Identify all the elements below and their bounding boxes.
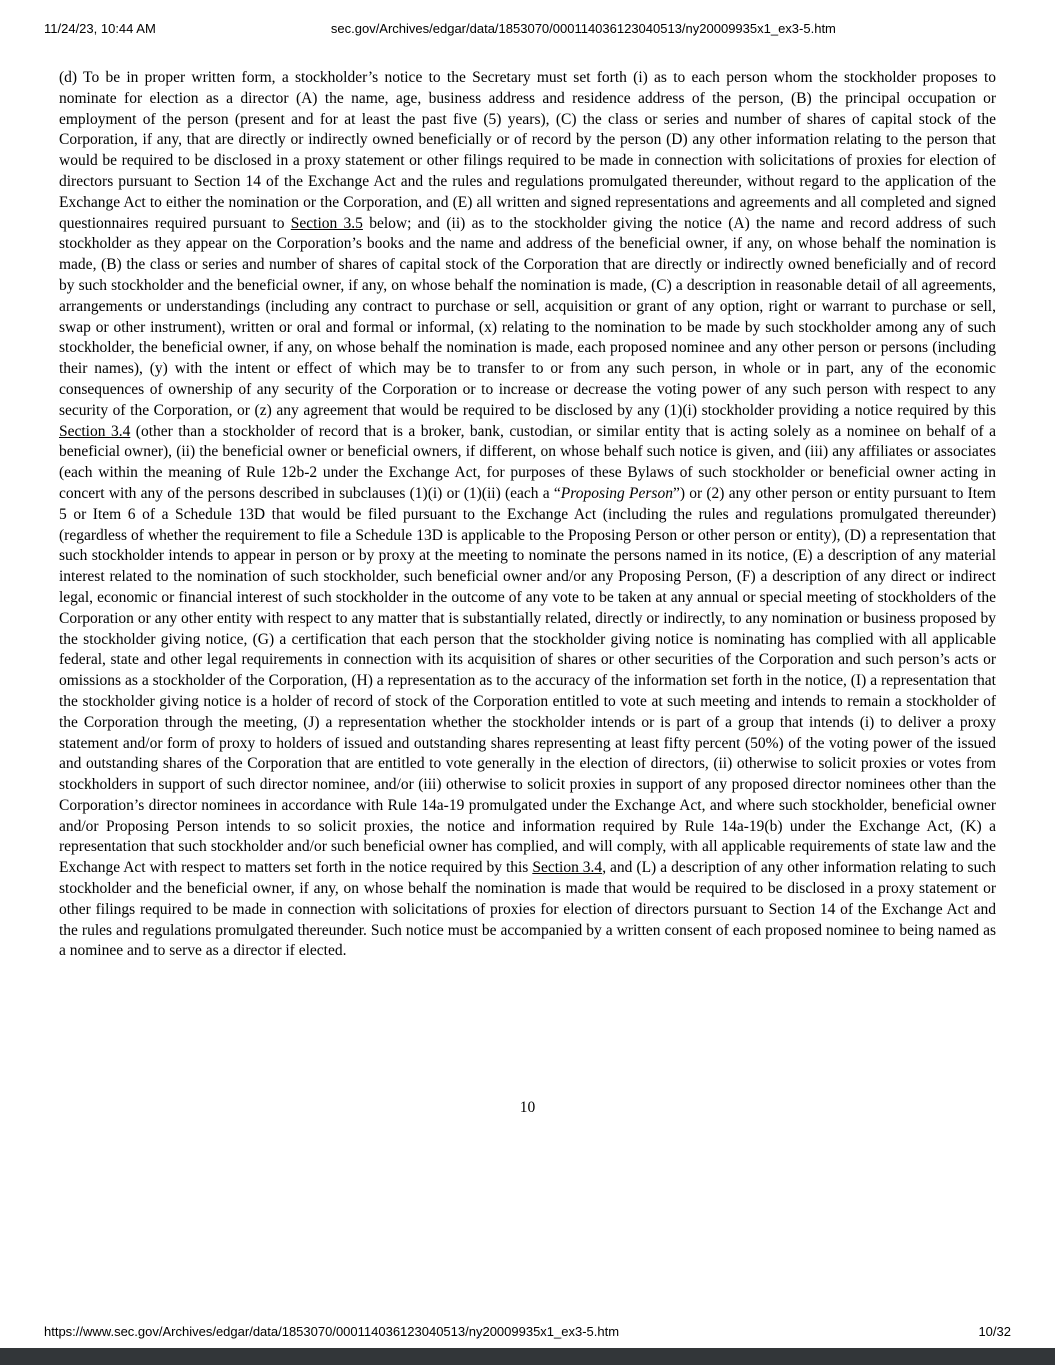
text-segment-normal: , and (L) a description of any other information relating to such stockholder and the beneficial owner, if any, on whose behalf the nomination is made that would be required to be disclosed in a proxy statement or other filings required to be made in connection with solicitations of proxies for election of directors pursuant to Section 14 of the Exchange Act and the rules and regulations promulgated thereunder. Such notice must be accompanied by a written consent of each proposed nominee to being named as a nominee and to serve as a director if elected. [59, 859, 996, 960]
text-segment-normal: (d) To be in proper written form, a stockholder’s notice to the Secretary must set forth (i) as to each person whom the stockholder proposes to nominate for election as a director (A) the name, age, business address and residence address of the person, (B) the principal occupation or employment of the person (present and for at least the past five (5) years), (C) the class or series and number of shares of capital stock of the Corporation, if any, that are directly or indirectly owned beneficially or of record by the person (D) any other information relating to the person that would be required to be disclosed in a proxy statement or other filings required to be made in connection with solicitations of proxies for election of directors pursuant to Section 14 of the Exchange Act and the rules and regulations promulgated thereunder, without regard to the application of the Exchange Act to either the nomination or the Corporation, and (E) all written and signed representations and agreements and all completed and signed questionnaires required pursuant to [59, 69, 996, 232]
print-footer [44, 1324, 1011, 1339]
print-datetime: 11/24/23, 10:44 AM [44, 21, 156, 36]
print-header [44, 21, 1011, 36]
text-segment-normal: below; and (ii) as to the stockholder giving the notice (A) the name and record address of such stockholder as they appear on the Corporation’s books and the name and address of the beneficial owner, if any, on whose behalf the nomination is made, (B) the class or series and number of shares of capital stock of the Corporation that are directly or indirectly owned beneficially and of record by such stockholder and the beneficial owner, if any, on whose behalf the nomination is made, (C) a description in reasonable detail of all agreements, arrangements or understandings (including any contract to purchase or sell, acquisition or grant of any option, right or warrant to purchase or sell, swap or other instrument), written or oral and formal or informal, (x) relating to the nomination to be made by such stockholder among any of such stockholder, the beneficial owner, if any, on whose behalf the nomination is made, each proposed nominee and any other person or persons (including their names), (y) with the intent or effect of which may be to transfer to or from any such person, in whole or in part, any of the economic consequences of ownership of any security of the Corporation or to increase or decrease the voting power of any such person with respect to any security of the Corporation, or (z) any agreement that would be required to be disclosed by any (1)(i) stockholder providing a notice required by this [59, 214, 997, 419]
page-number: 10 [519, 1099, 536, 1116]
viewer-bottom-bar [0, 1348, 1055, 1365]
text-segment-underline: Section 3.5 [290, 214, 363, 232]
document-paragraph [59, 68, 996, 962]
text-segment-underline: Section 3.4 [59, 422, 131, 440]
print-footer-url: https://www.sec.gov/Archives/edgar/data/1853070/000114036123040513/ny20009935x1_ex3-5.htm [44, 1324, 620, 1339]
print-page-indicator: 10/32 [978, 1324, 1011, 1339]
text-segment-normal: (other than a stockholder of record that is a broker, bank, custodian, or similar entity that is acting solely as a nominee on behalf of a beneficial owner), (ii) the beneficial owner or beneficial owners, if different, on whose behalf such notice is given, and (iii) any affiliates or associates (each within the meaning of Rule 12b-2 under the Exchange Act, for purposes of these Bylaws of such stockholder or beneficial owner acting in concert with any of the persons described in subclauses (1)(i) or (1)(ii) (each a “ [59, 422, 996, 502]
print-header-url: sec.gov/Archives/edgar/data/1853070/000114036123040513/ny20009935x1_ex3-5.htm [330, 21, 836, 36]
text-segment-italic: Proposing Person [560, 484, 673, 502]
text-segment-normal: ”) or (2) any other person or entity pursuant to Item 5 or Item 6 of a Schedule 13D that would be filed pursuant to the Exchange Act (including the rules and regulations promulgated thereunder) (regardless of whether the requirement to file a Schedule 13D is applicable to the Proposing Person or other person or entity), (D) a representation that such stockholder intends to appear in person or by proxy at the meeting to nominate the persons named in its notice, (E) a description of any material interest related to the nomination of such stockholder, such beneficial owner and/or any Proposing Person, (F) a description of any direct or indirect legal, economic or financial interest of such stockholder in the outcome of any vote to be taken at any annual or special meeting of stockholders of the Corporation or any other entity with respect to any matter that is substantially related, directly or indirectly, to any nomination or business proposed by the stockholder giving notice, (G) a certification that each person that the stockholder giving notice is nominating has complied with all applicable federal, state and other legal requirements in connection with its acquisition of shares or other securities of the Corporation and such person’s acts or omissions as a stockholder of the Corporation, (H) a representation as to the accuracy of the information set forth in the notice, (I) a representation that the stockholder giving notice is a holder of record of stock of the Corporation entitled to vote at such meeting and intends to remain a stockholder of the Corporation through the meeting, (J) a representation whether the stockholder intends or is part of a group that intends (i) to deliver a proxy statement and/or form of proxy to holders of issued and outstanding shares representing at least fifty percent (50%) of the voting power of the issued and outstanding shares of the Corporation that are entitled to vote generally in the election of directors, (ii) otherwise to solicit proxies or votes from stockholders in support of such director nominee, and/or (iii) otherwise to solicit proxies in support of any proposed director nominees other than the Corporation’s director nominees in accordance with Rule 14a-19 promulgated under the Exchange Act, and where such stockholder, beneficial owner and/or Proposing Person intends to so solicit proxies, the notice and information required by Rule 14a-19(b) under the Exchange Act, (K) a representation that such stockholder and/or such beneficial owner has complied, and will comply, with all applicable requirements of state law and the Exchange Act with respect to matters set forth in the notice required by this [59, 484, 996, 877]
text-segment-underline: Section 3.4 [532, 859, 603, 877]
